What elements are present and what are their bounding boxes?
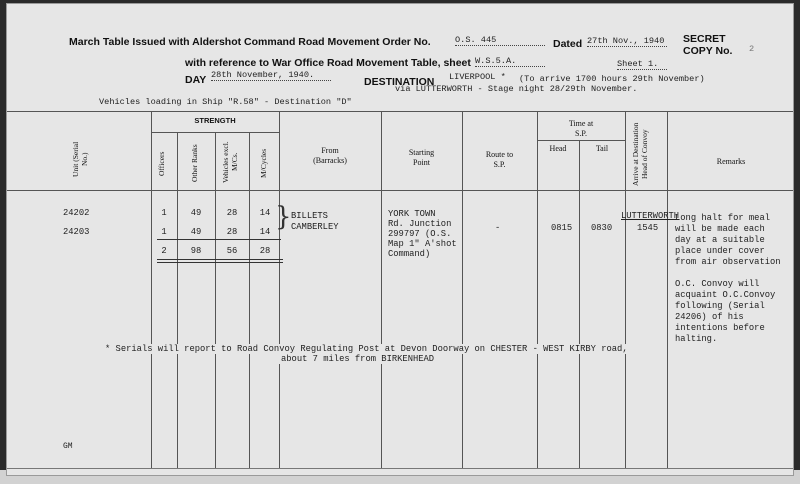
remarks-line: Long halt for meal: [675, 213, 771, 223]
day-label: DAY: [185, 74, 207, 86]
secret-label: SECRET: [683, 33, 726, 45]
from-line2: CAMBERLEY: [291, 222, 339, 232]
header-time-sp: S.P.: [574, 129, 587, 138]
header-arrive: Arrive at Destination Head of Convoy: [631, 122, 649, 186]
remarks-line: acquaint O.C.Convoy: [675, 290, 776, 300]
header-from: From: [321, 146, 339, 155]
remarks-line: intentions before: [675, 323, 765, 333]
header-unit: Unit (Serial No.): [71, 141, 89, 177]
remarks-line: halting.: [675, 334, 718, 344]
col-divider: [579, 140, 580, 468]
header-remarks: Remarks: [716, 157, 746, 166]
destination-label: DESTINATION: [364, 76, 435, 88]
remarks-line: following (Serial: [675, 301, 765, 311]
start-line2: Rd. Junction: [388, 219, 452, 229]
total-other-ranks: 98: [190, 246, 202, 256]
row1-other-ranks: 49: [190, 208, 202, 218]
col-divider: [151, 111, 152, 468]
remarks-line: place under cover: [675, 246, 765, 256]
start-line1: YORK TOWN: [388, 209, 436, 219]
head-time: 0815: [551, 223, 573, 233]
header-from-sub: (Barracks): [313, 156, 347, 165]
table-top-rule: [7, 111, 794, 112]
sheet-number: Sheet 1.: [617, 59, 667, 70]
arrival-note: (To arrive 1700 hours 29th November): [519, 74, 705, 84]
total-officers: 2: [161, 246, 167, 256]
loading-line: Vehicles loading in Ship "R.58" - Destination "D": [99, 97, 352, 107]
row2-vehicles: 28: [226, 227, 238, 237]
total-mcycles: 28: [259, 246, 271, 256]
route-value: -: [495, 223, 501, 233]
copy-label: COPY No.: [683, 45, 733, 57]
header-time-at: Time at: [568, 119, 594, 128]
header-route-sub: S.P.: [493, 160, 506, 169]
header-bottom-rule: [7, 190, 794, 191]
header-starting-sub: Point: [413, 158, 430, 167]
header-tail: Tail: [595, 144, 609, 153]
destination-value: LIVERPOOL *: [449, 72, 506, 82]
header-vehicles: Vehicles excl. M/Cs.: [221, 141, 239, 183]
row2-unit: 24203: [63, 227, 90, 237]
remarks-line: 24206) of his: [675, 312, 744, 322]
remarks-line: will be made each: [675, 224, 765, 234]
grouping-brace: }: [275, 202, 292, 232]
col-divider: [625, 111, 626, 468]
footnote-line2: about 7 miles from BIRKENHEAD: [281, 354, 435, 364]
row1-officers: 1: [161, 208, 167, 218]
march-table-document: [6, 3, 794, 476]
col-divider: [177, 132, 178, 468]
order-number: O.S. 445: [455, 35, 545, 46]
total-vehicles: 56: [226, 246, 238, 256]
row2-other-ranks: 49: [190, 227, 202, 237]
row2-mcycles: 14: [259, 227, 271, 237]
typist-initials: GM: [63, 442, 73, 451]
via-line: via LUTTERWORTH - Stage night 28/29th November.: [395, 84, 638, 94]
sum-rule: [157, 239, 281, 240]
col-divider: [215, 132, 216, 468]
footnote-line1: * Serials will report to Road Convoy Regulating Post at Devon Doorway on CHESTER - WEST KIRBY road,: [105, 344, 628, 354]
header-mcycles: M/Cycles: [259, 148, 268, 178]
document-title: March Table Issued with Aldershot Command Road Movement Order No.: [69, 36, 431, 48]
col-divider: [537, 111, 538, 468]
arrive-time: 1545: [637, 223, 659, 233]
header-strength: STRENGTH: [194, 116, 236, 125]
day-value: 28th November, 1940.: [211, 70, 331, 81]
dated-value: 27th Nov., 1940: [587, 36, 667, 47]
total-double-rule: [157, 259, 283, 260]
row1-unit: 24202: [63, 208, 90, 218]
start-line4: Map 1" A'shot: [388, 239, 457, 249]
remarks-line: day at a suitable: [675, 235, 765, 245]
row1-mcycles: 14: [259, 208, 271, 218]
row2-officers: 1: [161, 227, 167, 237]
dated-label: Dated: [553, 38, 583, 50]
remarks-line: O.C. Convoy will: [675, 279, 760, 289]
time-rule: [537, 140, 625, 141]
from-line1: BILLETS: [291, 211, 328, 221]
total-double-rule: [157, 262, 283, 263]
reference-line: with reference to War Office Road Movement Table, sheet: [185, 57, 471, 69]
copy-number: 2: [749, 44, 755, 54]
tail-time: 0830: [591, 223, 613, 233]
remarks-line: from air observation: [675, 257, 781, 267]
header-officers: Officers: [157, 151, 166, 177]
start-line5: Command): [388, 249, 431, 259]
header-head: Head: [549, 144, 567, 153]
header-starting: Starting: [408, 148, 435, 157]
header-route: Route to: [485, 150, 514, 159]
col-divider: [249, 132, 250, 468]
start-line3: 299797 (O.S.: [388, 229, 452, 239]
sheet-reference: W.S.5.A.: [475, 56, 545, 67]
header-other-ranks: Other Ranks: [190, 144, 199, 182]
table-bottom-rule: [7, 468, 794, 469]
row1-vehicles: 28: [226, 208, 238, 218]
arrive-place: LUTTERWORTH: [621, 211, 680, 221]
